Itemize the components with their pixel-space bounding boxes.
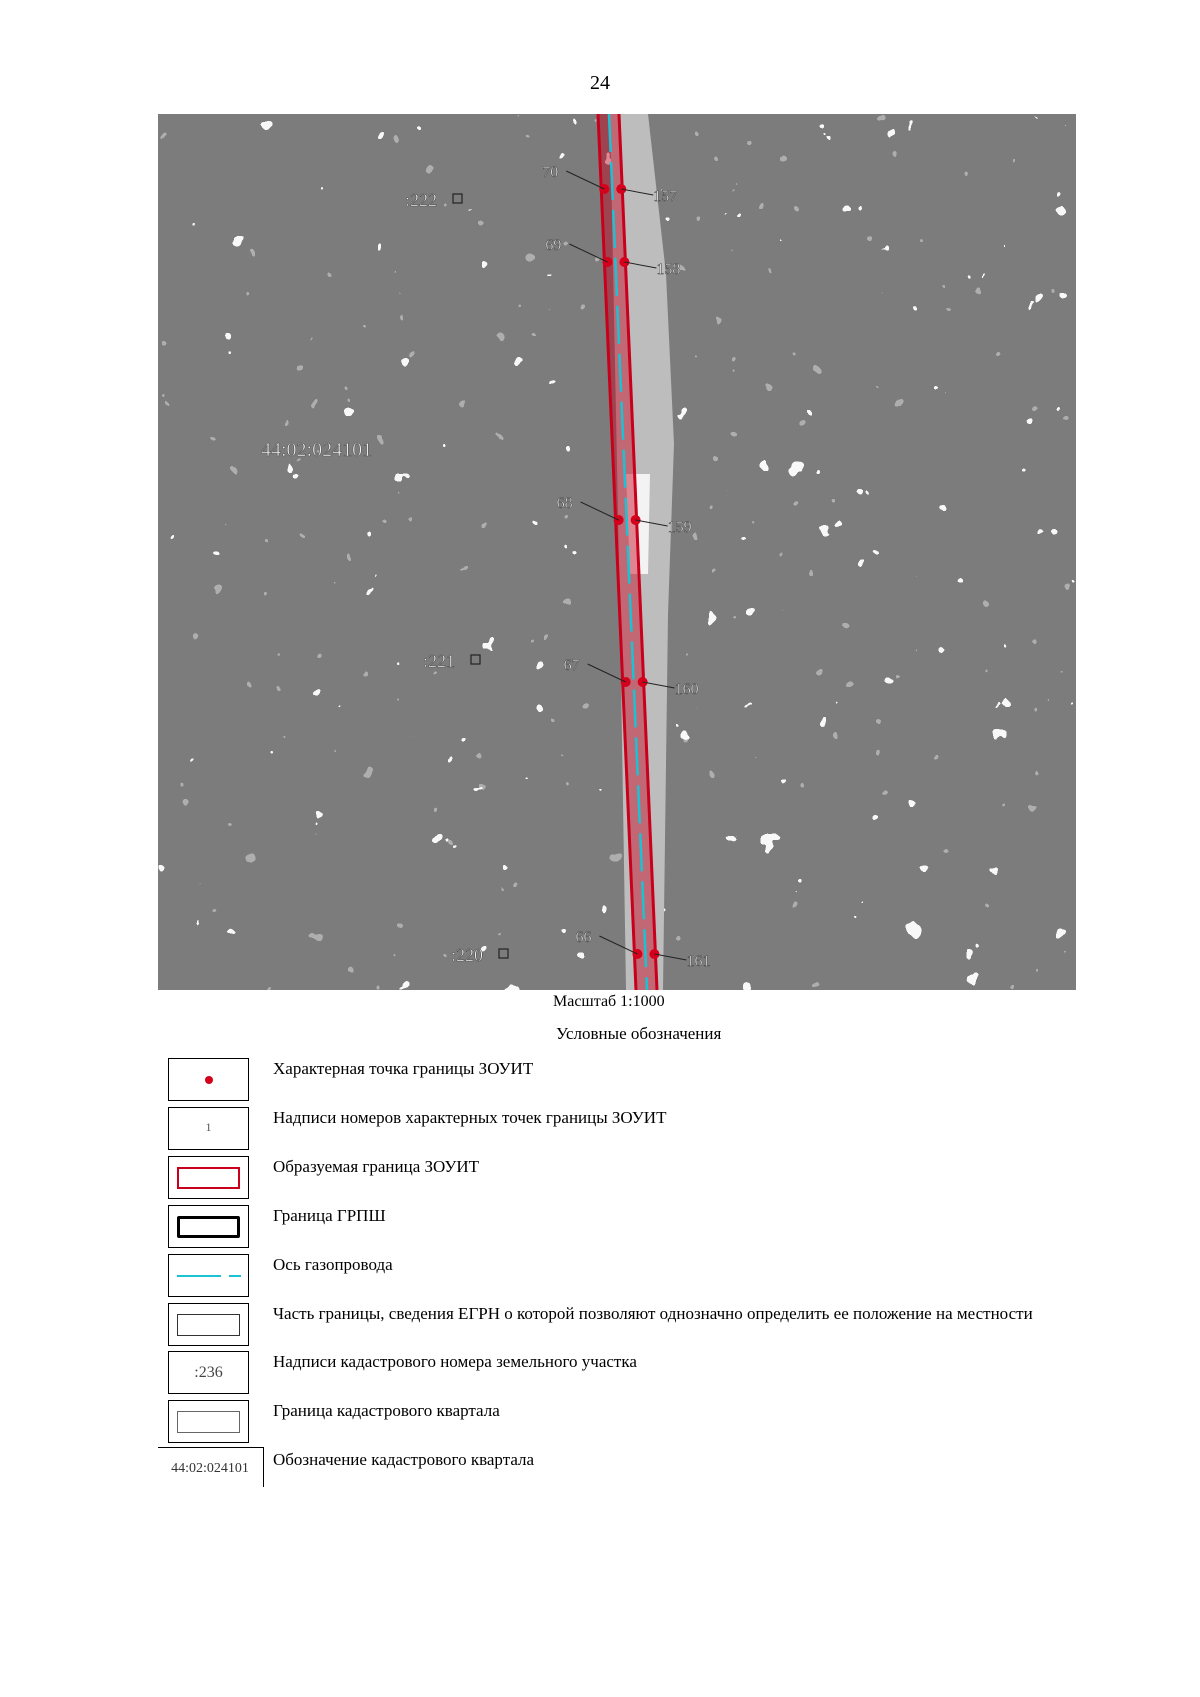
legend-item-grpsh-boundary <box>158 1203 1078 1252</box>
legend-symbol-box <box>168 1303 249 1346</box>
legend-item-text: Образуемая граница ЗОУИТ <box>273 1157 480 1176</box>
point-label-67: 67 <box>563 657 580 674</box>
legend-item-point-number <box>158 1105 1078 1154</box>
cyan-dash-icon <box>177 1275 241 1277</box>
legend-item-text: Надписи кадастрового номера земельного участка <box>273 1352 637 1371</box>
legend-symbol-box <box>168 1254 249 1297</box>
legend-item-text: Характерная точка границы ЗОУИТ <box>273 1059 534 1078</box>
legend-item-quarter-boundary <box>158 1398 1078 1447</box>
legend-title: Условные обозначения <box>556 1024 722 1043</box>
legend-item-quarter-label <box>158 1447 1078 1495</box>
cadastral-number-sample: :236 <box>194 1364 223 1381</box>
legend-item-egrn-boundary <box>158 1301 1078 1349</box>
legend-item-text: Надписи номеров характерных точек границы ЗОУИТ <box>273 1108 667 1127</box>
quarter-sample: 44:02:024101 <box>171 1461 249 1476</box>
point-label-158: 158 <box>656 261 681 278</box>
legend-symbol-box <box>168 1107 249 1150</box>
legend-symbol-box <box>168 1058 249 1101</box>
red-rectangle-icon <box>177 1167 240 1189</box>
number-sample: 1 <box>205 1120 212 1134</box>
red-dot-icon <box>205 1076 213 1084</box>
map-canvas <box>158 114 1076 990</box>
point-label-68: 68 <box>556 495 573 512</box>
black-rectangle-icon <box>177 1216 240 1238</box>
page-number: 24 <box>590 72 610 94</box>
point-label-161: 161 <box>686 953 711 970</box>
legend <box>158 1056 1078 1495</box>
legend-item-cadastral-number <box>158 1349 1078 1398</box>
legend-item-gas-axis <box>158 1252 1078 1301</box>
point-label-70: 70 <box>542 164 559 181</box>
legend-item-zouit-boundary <box>158 1154 1078 1203</box>
point-label-159: 159 <box>667 519 692 536</box>
scale-label: Масштаб 1:1000 <box>553 993 665 1010</box>
quarter-label: 44:02:024101 <box>261 439 373 461</box>
legend-item-text: Ось газопровода <box>273 1255 393 1274</box>
legend-symbol-box <box>168 1400 249 1443</box>
parcel-label-220: :220 <box>451 945 484 965</box>
quarter-sample-box <box>158 1447 264 1487</box>
legend-item-text: Граница ГРПШ <box>273 1206 386 1225</box>
legend-symbol-box <box>168 1205 249 1248</box>
gray-rectangle-icon <box>177 1314 240 1336</box>
legend-symbol-box <box>168 1351 249 1394</box>
thin-gray-rectangle-icon <box>177 1411 240 1433</box>
legend-item-text: Часть границы, сведения ЕГРН о которой позволяют однозначно определить ее положение на местности <box>273 1304 1033 1323</box>
legend-symbol-box <box>168 1156 249 1199</box>
point-label-157: 157 <box>653 188 678 205</box>
point-label-69: 69 <box>545 237 562 254</box>
parcel-label-222: :222 <box>405 190 438 210</box>
cadastral-map[interactable] <box>158 114 1076 990</box>
parcel-label-221: :221 <box>423 651 456 671</box>
point-label-160: 160 <box>674 681 699 698</box>
legend-item-point <box>158 1056 1078 1105</box>
point-label-66: 66 <box>575 929 592 946</box>
legend-item-text: Обозначение кадастрового квартала <box>273 1450 535 1469</box>
legend-item-text: Граница кадастрового квартала <box>273 1401 500 1420</box>
